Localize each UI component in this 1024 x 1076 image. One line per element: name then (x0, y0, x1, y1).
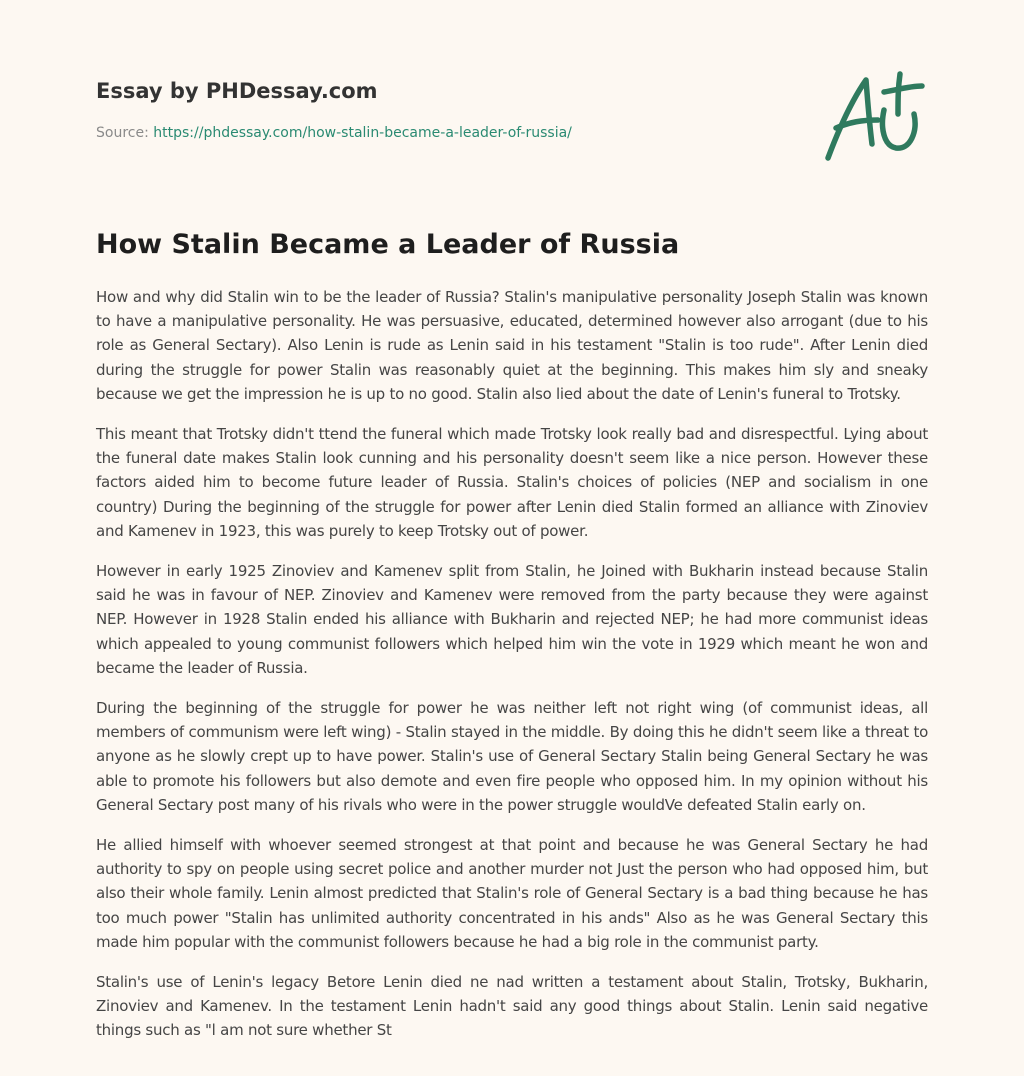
essay-paragraph: How and why did Stalin win to be the leader of Russia? Stalin's manipulative personality Joseph Stalin was known to have a manipulative personality. He was persuasive, educated, determined however also arrogant (due to his role as General Sectary). Also Lenin is rude as Lenin said in his testament "Stalin is too rude". After Lenin died during the struggle for power Stalin was reasonably quiet at the beginning. This makes him sly and sneaky because we get the impression he is up to no good. Stalin also lied about the date of Lenin's funeral to Trotsky. (96, 288, 928, 403)
essay-paragraph: Stalin's use of Lenin's legacy Betore Lenin died ne nad written a testament about Stalin, Trotsky, Bukharin, Zinoviev and Kamenev. In the testament Lenin hadn't said any good things about Stalin. Lenin said negative things such as "l am not sure whether St (96, 973, 928, 1040)
essay-paragraph: He allied himself with whoever seemed strongest at that point and because he was General Sectary he had authority to spy on people using secret police and another murder not Just the person who had opposed him, but also their whole family. Lenin almost predicted that Stalin's role of General Sectary is a bad thing because he has too much power "Stalin has unlimited authority concentrated in his ands" Also as he was General Sectary this made him popular with the communist followers because he had a big role in the communist party. (96, 836, 928, 951)
essay-title: How Stalin Became a Leader of Russia (96, 229, 680, 260)
source-line (96, 123, 572, 143)
a-plus-grade-icon (818, 66, 928, 166)
essay-paragraph: During the beginning of the struggle for power he was neither left not right wing (of communist ideas, all members of communism were left wing) - Stalin stayed in the middle. By doing this he didn't seem like a threat to anyone as he slowly crept up to have power. Stalin's use of General Sectary Stalin being General Sectary he was able to promote his followers but also demote and even fire people who opposed him. In my opinion without his General Sectary post many of his rivals who were in the power struggle wouldVe defeated Stalin early on. (96, 699, 928, 814)
essay-body (96, 285, 928, 1059)
essay-paragraph: However in early 1925 Zinoviev and Kamenev split from Stalin, he Joined with Bukharin instead because Stalin said he was in favour of NEP. Zinoviev and Kamenev were removed from the party because they were against NEP. However in 1928 Stalin ended his alliance with Bukharin and rejected NEP; he had more communist ideas which appealed to young communist followers which helped him win the vote in 1929 which meant he won and became the leader of Russia. (96, 562, 928, 677)
essay-paragraph: This meant that Trotsky didn't ttend the funeral which made Trotsky look really bad and disrespectful. Lying about the funeral date makes Stalin look cunning and his personality doesn't seem like a nice person. However these factors aided him to become future leader of Russia. Stalin's choices of policies (NEP and socialism in one country) During the beginning of the struggle for power after Lenin died Stalin formed an alliance with Zinoviev and Kamenev in 1923, this was purely to keep Trotsky out of power. (96, 425, 928, 540)
source-label: Source: (96, 125, 154, 141)
site-brand: Essay by PHDessay.com (96, 79, 378, 103)
source-link[interactable]: https://phdessay.com/how-stalin-became-a-leader-of-russia/ (153, 125, 572, 141)
